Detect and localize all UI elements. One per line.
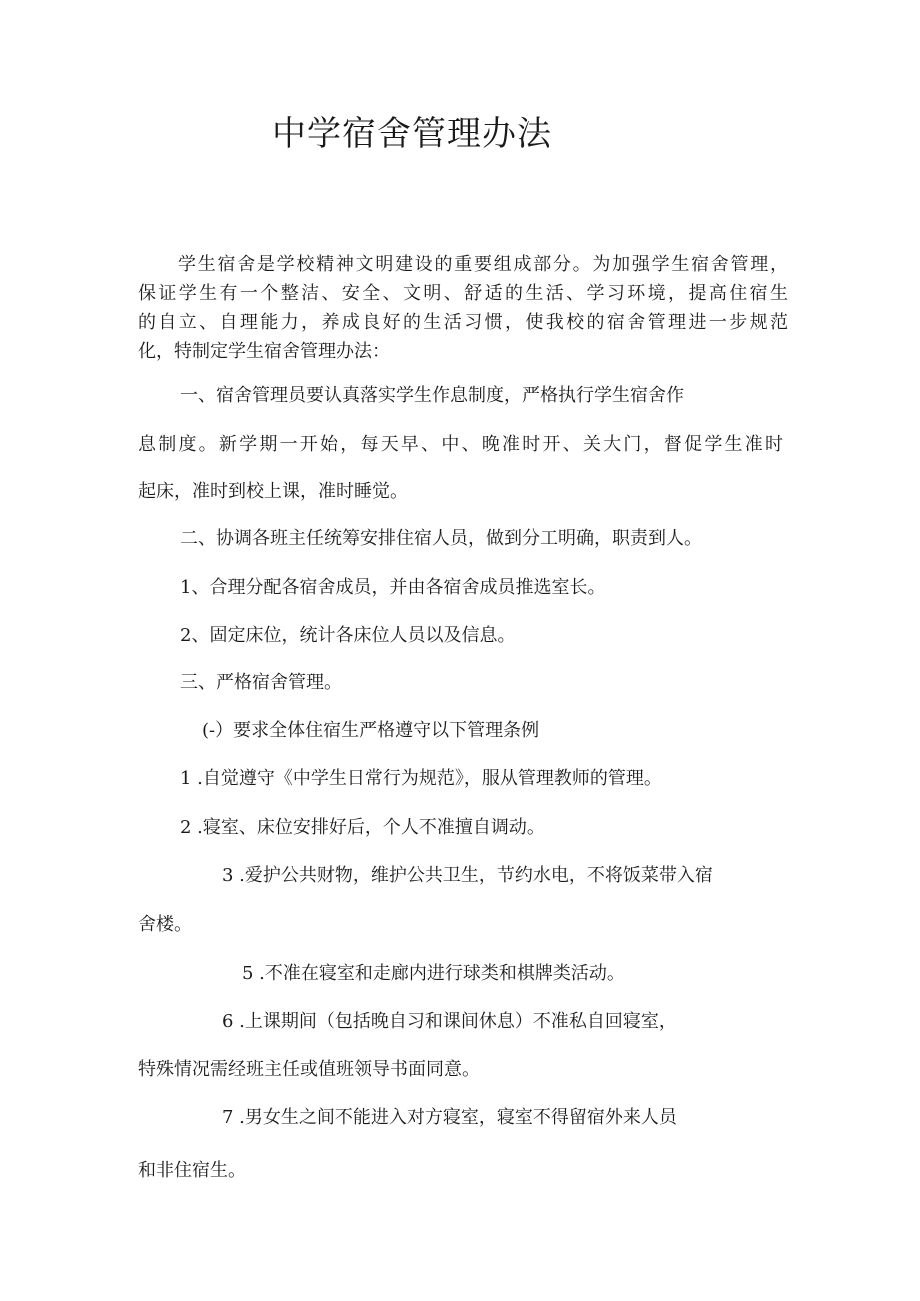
section-1-line-1: 一、宿舍管理员要认真落实学生作息制度，严格执行学生宿舍作 — [180, 385, 684, 406]
section-3-subheading: (-）要求全体住宿生严格遵守以下管理条例 — [202, 720, 540, 741]
section-2-item-2: 2、固定床位，统计各床位人员以及信息。 — [180, 625, 516, 646]
intro-line: 化，特制定学生宿舍管理办法： — [138, 341, 390, 362]
intro-line: 学生宿舍是学校精神文明建设的重要组成部分。为加强学生宿舍管理， — [178, 254, 788, 275]
rule-3-line-1: 3 .爱护公共财物，维护公共卫生，节约水电，不将饭菜带入宿 — [222, 865, 713, 886]
rule-5: 5 .不准在寝室和走廊内进行球类和棋牌类活动。 — [242, 963, 625, 984]
section-3-heading: 三、严格宿舍管理。 — [180, 672, 342, 693]
rule-1: 1 .自觉遵守《中学生日常行为规范》，服从管理教师的管理。 — [180, 768, 662, 789]
page-title: 中学宿舍管理办法 — [272, 114, 552, 154]
section-1-line-3: 起床，准时到校上课，准时睡觉。 — [138, 481, 408, 502]
rule-2: 2 .寝室、床位安排好后，个人不准擅自调动。 — [180, 817, 545, 838]
rule-3-line-2: 舍楼。 — [138, 914, 192, 935]
intro-line: 保证学生有一个整洁、安全、文明、舒适的生活、学习环境，提高住宿生 — [138, 283, 788, 304]
rule-6-line-2: 特殊情况需经班主任或值班领导书面同意。 — [138, 1059, 480, 1080]
intro-paragraph — [138, 250, 788, 366]
section-2-heading: 二、协调各班主任统筹安排住宿人员，做到分工明确，职责到人。 — [180, 528, 702, 549]
rule-7-line-2: 和非住宿生。 — [138, 1160, 246, 1181]
section-2-item-1: 1、合理分配各宿舍成员，并由各宿舍成员推选室长。 — [180, 577, 606, 598]
section-1-line-2: 息制度。新学期一开始，每天早、中、晚准时开、关大门，督促学生准时 — [138, 434, 783, 455]
intro-line: 的自立、自理能力，养成良好的生活习惯，使我校的宿舍管理进一步规范 — [138, 312, 788, 333]
rule-6-line-1: 6 .上课期间（包括晚自习和课间休息）不准私自回寝室， — [222, 1011, 677, 1032]
rule-7-line-1: 7 .男女生之间不能进入对方寝室，寝室不得留宿外来人员 — [222, 1107, 677, 1128]
